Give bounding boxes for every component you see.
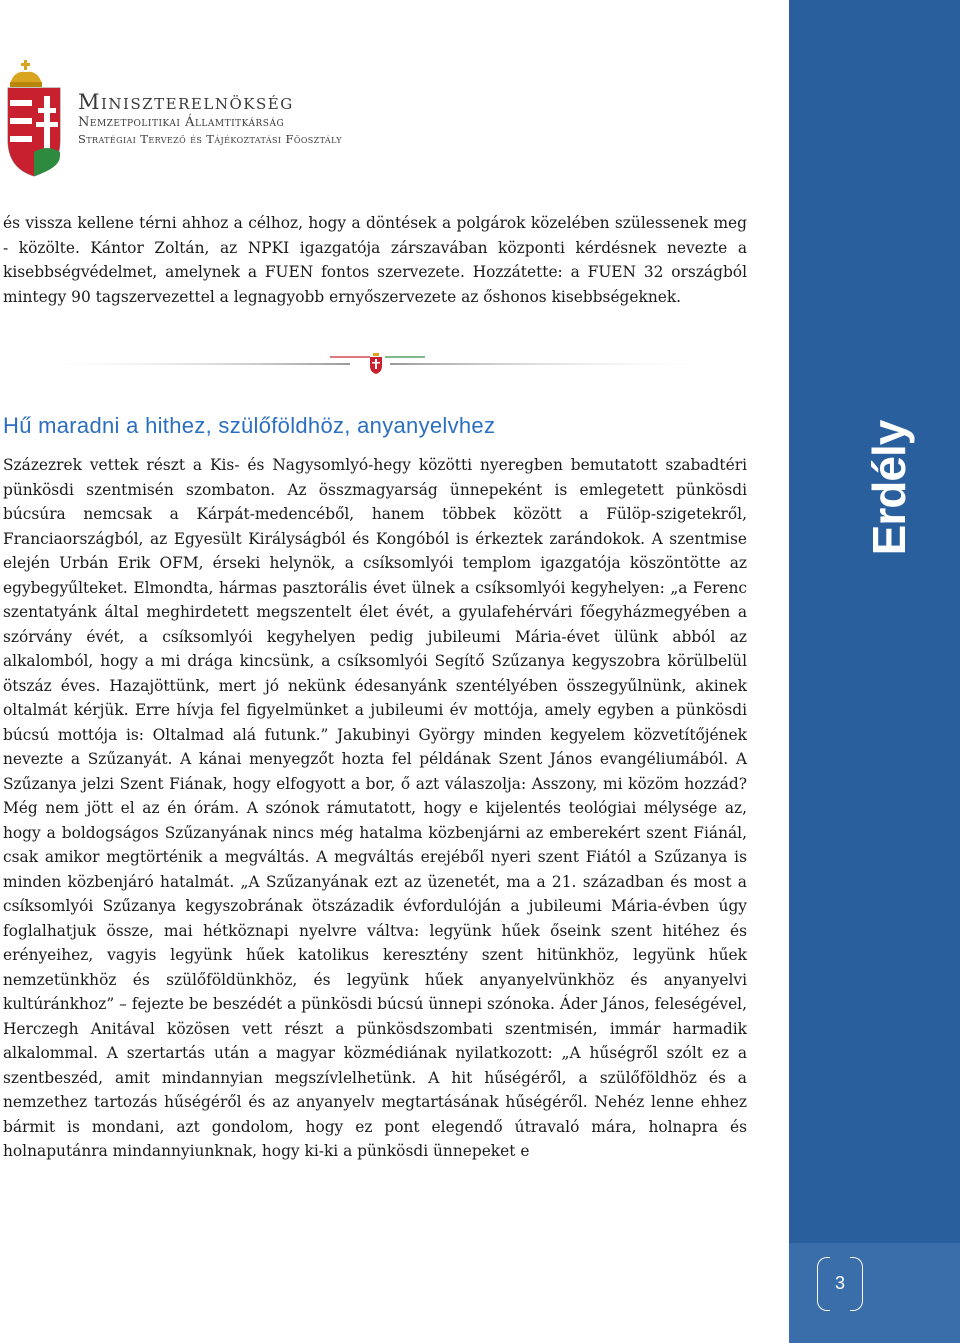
coat-of-arms-logo [6, 60, 62, 180]
ministry-department: Nemzetpolitikai Államtitkárság [78, 115, 285, 130]
ministry-division: Stratégiai Tervező és Tájékoztatási Főosztály [78, 132, 342, 146]
page-number [817, 1257, 863, 1309]
article-title: Hű maradni a hithez, szülőföldhöz, anyanyelvhez [3, 413, 496, 438]
page-bracket-left [817, 1257, 830, 1311]
section-label: Erdély [863, 420, 915, 556]
page-number-text: 3 [834, 1272, 845, 1293]
ministry-name: Miniszterelnökség [78, 90, 294, 114]
page-bracket-right [850, 1257, 863, 1311]
intro-paragraph: és vissza kellene térni ahhoz a célhoz, hogy a döntések a polgárok közelében szülessenek meg - közölte. Kántor Zoltán, az NPKI igazgatója zárszavában központi kérdésnek nevezte a kisebbségvédelmet, amelynek a FUEN fontos szervezete. Hozzátette: a FUEN 32 országból mintegy 90 tagszervezettel a legnagyobb ernyőszervezete az őshonos kisebbségeknek. [3, 214, 747, 306]
ministry-header [78, 90, 342, 148]
article-body: Százezrek vettek részt a Kis- és Nagysomlyó-hegy közötti nyeregben bemutatott szabadtéri pünkösdi szentmisén szombaton. Az összmagyarság ünnepeként is emlegetett pünkösdi búcsúra nemcsak a Kárpát-medencéből, hanem többek között a Fülöp-szigetekről, Franciaországból, az Egyesült Királyságból és Kongóból is érkeztek zarándokok. A szentmise elején Urbán Erik OFM, érseki helynök, a csíksomlyói templom igazgatója köszöntötte az egybegyűlteket. Elmondta, hármas pasztorális évet ülnek a csíksomlyói kegyhelyen: „a Ferenc szentatyánk által meghirdetett megszentelt élet évét, a gyulafehérvári főegyházmegyében a szórvány évét, a csíksomlyói kegyhelyen pedig jubileumi Mária-évet ülünk abból az alkalomból, hogy a mi drága kincsünk, a csíksomlyói Segítő Szűzanya kegyszobra körülbelül ötszáz éves. Hazajöttünk, mert jó nekünk édesanyánk szentélyében összegyűlnünk, akinek oltalmát kérjük. Erre hívja fel figyelmünket a jubileumi év mottója, amely egyben a pünkösdi búcsú mottója is: Oltalmad alá futunk.” Jakubinyi György minden kegyelem közvetítőjének nevezte a Szűzanyát. A kánai menyegzőt hozta fel példának Szent János evangéliumából. A Szűzanya jelzi Szent Fiának, hogy elfogyott a bor, ő azt válaszolja: Asszony, mi közöm hozzád? Még nem jött el az én órám. A szónok rámutatott, hogy e kijelentés teológiai mélysége az, hogy a boldogságos Szűzanyának nincs még hatalma közbenjárni az emberekért szent Fiánál, csak amikor megtörténik a megváltás. A megváltás erejéből nyeri szent Fiától a Szűzanya is minden közbenjáró hatalmát. „A Szűzanyának ezt az üzenetét, ma a 21. században és most a csíksomlyói Szűzanya kegyszobrának ötszázadik évfordulóján a jubileumi Mária-évben úgy foglalhatjuk össze, mai hétköznapi nyelvre váltva: legyünk hűek őseink szent hitéhez és erényeihez, vagyis legyünk hűek katolikus keresztény szent hitünkhöz, legyünk hűek nemzetünkhöz és szülőföldünkhöz, és legyünk hűek anyanyelvünkhöz és anyanyelvi kultúránkhoz” – fejezte be beszédét a pünkösdi búcsú ünnepi szónoka. Áder János, feleségével, Herczegh Anitával közösen vett részt a pünkösdszombati szentmisén, immár harmadik alkalommal. A szertartás után a magyar közmédiának nyilatkozott: „A hűségről szólt ez a szentbeszéd, amit mindannyian megszívlelhetünk. A hit hűségéről, a szülőföldhöz és a nemzethez tartozás hűségéről és az anyanyelv megtartásának hűségéről. Nehéz lenne ehhez bármit is mondani, azt gondolom, hogy ez pont elegendő útravaló mára, holnapra és holnaputánra mindannyiunknak, hogy ki-ki a pünkösdi ünnepeket e [3, 456, 747, 1160]
sidebar-footer-band [789, 1243, 960, 1343]
section-divider [20, 352, 730, 376]
right-sidebar [789, 0, 960, 1343]
